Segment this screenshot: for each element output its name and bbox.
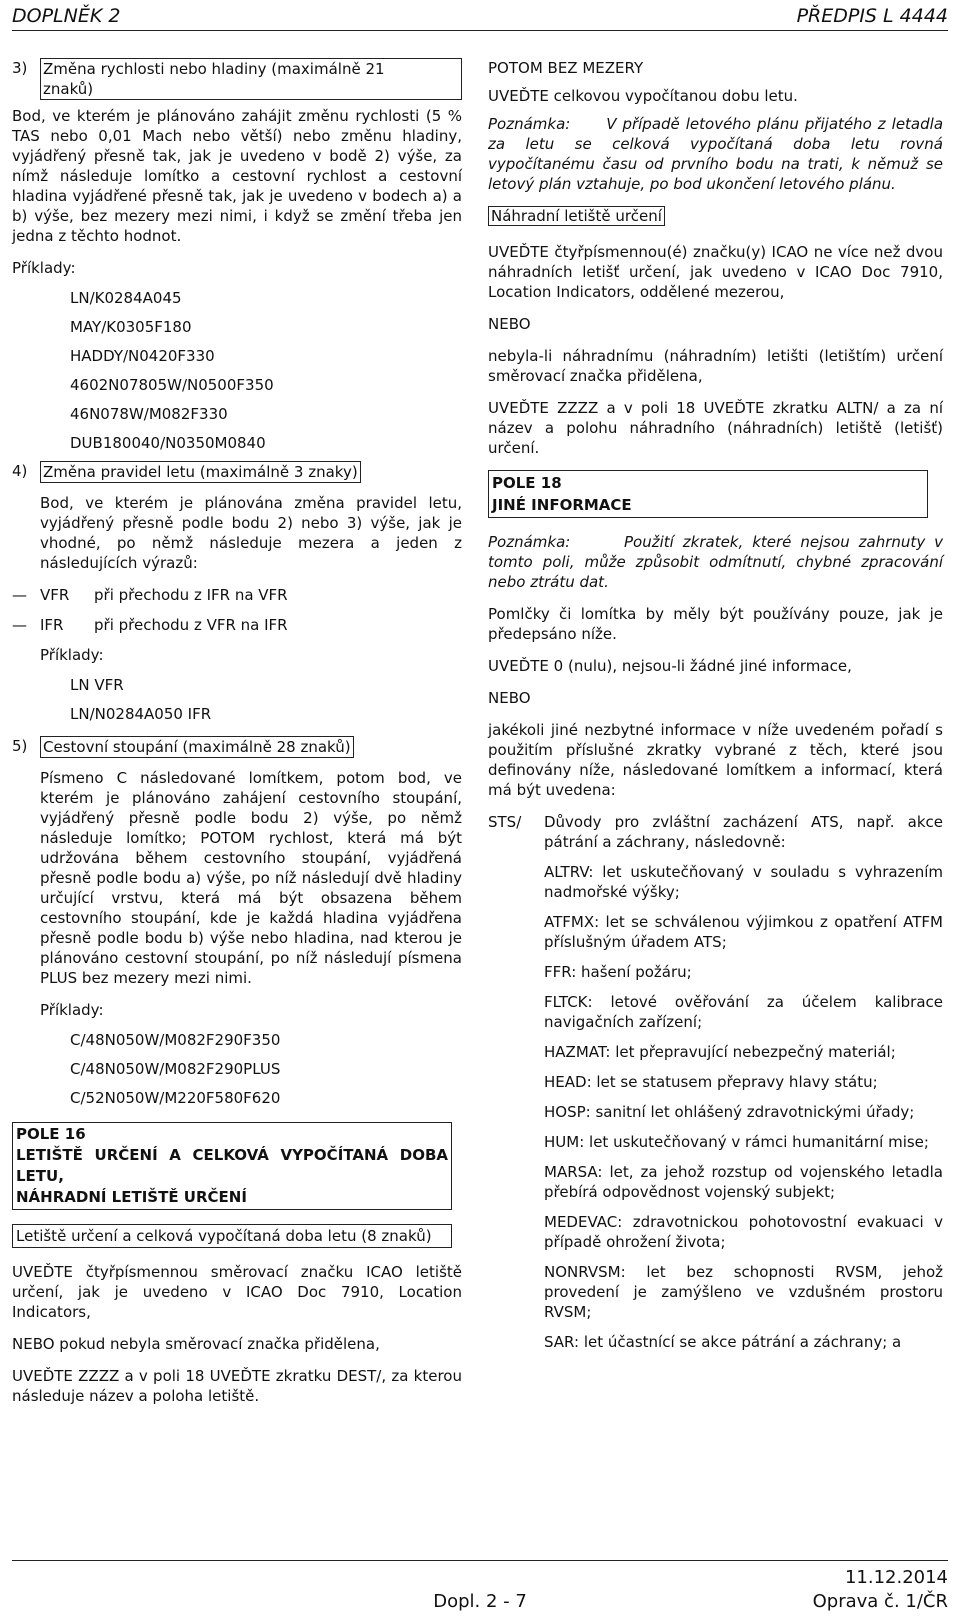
pole-18-title: POLE 18 JINÉ INFORMACE [488, 470, 928, 518]
example-code: 46N078W/M082F330 [70, 405, 228, 423]
example-code: MAY/K0305F180 [70, 318, 192, 336]
item-5 [12, 736, 462, 1108]
right-p6: UVEĎTE ZZZZ a v poli 18 UVEĎTE zkratku ALTN/ a za ní název a polohu náhradního (náhradních) letiště (letišť) určení. [488, 399, 943, 457]
page-header [0, 0, 960, 32]
sts-item: FLTCK: letové ověřování za účelem kalibrace navigačních zařízení; [544, 993, 943, 1031]
footer-correction: Oprava č. 1/ČR [812, 1591, 948, 1612]
pole-16-box: Letiště určení a celková vypočítaná doba letu (8 znaků) [12, 1224, 452, 1248]
example-code: C/48N050W/M082F290PLUS [70, 1060, 281, 1078]
example-code: C/52N050W/M220F580F620 [70, 1089, 281, 1107]
right-p10: jakékoli jiné nezbytné informace v níže uvedeném pořadí s použitím příslušné zkratky vybrané z těch, které jsou definovány níže, následované lomítkem a informací, která má být uvedena: [488, 721, 943, 799]
note-1-text: V případě letového plánu přijatého z letadla za letu se celková vypočítaná doba letu rovná vypočítanému času od prvního bodu na trati, k němuž se letový plán vztahuje, po bod ukončení letového plánu. [488, 115, 944, 193]
note-2 [488, 532, 943, 592]
header-right: PŘEDPIS L 4444 [796, 5, 948, 27]
sts-item: MARSA: let, za jehož rozstup od vojenského letadla přebírá odpovědnost vojenský subjekt; [544, 1163, 943, 1201]
sts-item: ATFMX: let se schválenou výjimkou z opatření ATFM příslušným úřadem ATS; [544, 913, 943, 951]
item-5-body: Písmeno C následované lomítkem, potom bod, ve kterém je plánováno zahájení cestovního stoupání, vyjádřený přesně podle bodu 2) výše, po němž následuje lomítko; POTOM rychlost, která má být udržována během cestovního stoupání, vyjádřená přesně podle bodu a) výše, po níž následují dvě hladiny určující vrstvu, která má být obsazena během cestovního stoupání, kde je každá hladina vyjádřena přesně podle bodu b) výše nebo hladina, nad kterou je plánováno cestovní stoupání, po níž následují písmena PLUS bez mezery mezi nimi. [40, 769, 462, 987]
example-code: C/48N050W/M082F290F350 [70, 1031, 281, 1049]
footer-date: 11.12.2014 [844, 1567, 948, 1588]
sts-item: HUM: let uskutečňovaný v rámci humanitární mise; [544, 1133, 929, 1151]
pole-16-p1: UVEĎTE čtyřpísmennou směrovací značku ICAO letiště určení, jak je uvedeno v ICAO Doc 7910, Location Indicators, [12, 1263, 462, 1321]
item-4-title: Změna pravidel letu (maximálně 3 znaky) [40, 461, 361, 483]
sts-item: HEAD: let se statusem přepravy hlavy státu; [544, 1073, 878, 1091]
page-footer [0, 1560, 960, 1620]
right-p3: UVEĎTE čtyřpísmennou(é) značku(y) ICAO ne více než dvou náhradních letišť určení, jak uvedeno v ICAO Doc 7910, Location Indicators, oddělené mezerou, [488, 243, 943, 301]
example-code: LN/K0284A045 [70, 289, 182, 307]
pole-16-p2: NEBO pokud nebyla směrovací značka přidělena, [12, 1335, 380, 1353]
item-3 [12, 58, 462, 453]
header-left: DOPLNĚK 2 [12, 5, 121, 27]
left-column [12, 58, 462, 1418]
item-4-body: Bod, ve kterém je plánována změna pravidel letu, vyjádřený přesně podle bodu 2) nebo 3) výše, jak je vhodné, po němž následuje mezera a jeden z následujících výrazů: [40, 494, 462, 572]
item-5-examples-label: Příklady: [40, 1001, 104, 1019]
right-column [488, 58, 943, 1362]
rule-row: — VFR při přechodu z IFR na VFR [12, 586, 288, 604]
sts-item: HOSP: sanitní let ohlášený zdravotnickými úřady; [544, 1103, 915, 1121]
note-2-text: Použití zkratek, které nejsou zahrnuty v tomto poli, může způsobit odmítnutí, chybné zpracování nebo ztrátu dat. [488, 533, 944, 591]
sts-item: ALTRV: let uskutečňovaný v souladu s vyhrazením nadmořské výšky; [544, 863, 943, 901]
item-3-body: Bod, ve kterém je plánováno zahájit změnu rychlosti (5 % TAS nebo 0,01 Mach nebo větší) nebo změnu hladiny, vyjádřený přesně tak, jak je uvedeno v bodě 2) výše, za nímž následuje lomítko a cestovní rychlost a cestovní hladina vyjádřené přesně tak, jak je uvedeno v bodech a) a b) výše, bez mezery mezi nimi, i když se změní třeba jen jedna z těchto hodnot. [12, 107, 462, 245]
example-code: DUB180040/N0350M0840 [70, 434, 266, 452]
item-3-title: Změna rychlosti nebo hladiny (maximálně 21 znaků) [40, 58, 462, 100]
example-code: HADDY/N0420F330 [70, 347, 215, 365]
item-5-title: Cestovní stoupání (maximálně 28 znaků) [40, 736, 354, 758]
item-4-number: 4) [12, 462, 28, 480]
right-p4: NEBO [488, 315, 531, 333]
sts-item: MEDEVAC: zdravotnickou pohotovostní evakuaci v případě ohrožení života; [544, 1213, 943, 1251]
right-p7: Pomlčky či lomítka by měly být používány pouze, jak je předepsáno níže. [488, 605, 943, 643]
note-2-label: Poznámka: [488, 533, 571, 551]
item-5-number: 5) [12, 737, 28, 755]
pole-16 [12, 1122, 462, 1406]
pole-16-p3: UVEĎTE ZZZZ a v poli 18 UVEĎTE zkratku DEST/, za kterou následuje název a poloha letiště. [12, 1367, 462, 1405]
sts-section [488, 812, 943, 1362]
footer-rule [12, 1560, 948, 1561]
sts-item: SAR: let účastnící se akce pátrání a záchrany; a [544, 1333, 902, 1351]
pole-16-title: POLE 16 LETIŠTĚ URČENÍ A CELKOVÁ VYPOČÍTANÁ DOBA LETU, NÁHRADNÍ LETIŠTĚ URČENÍ [12, 1122, 452, 1210]
right-p2: UVEĎTE celkovou vypočítanou dobu letu. [488, 87, 798, 105]
example-code: 4602N07805W/N0500F350 [70, 376, 274, 394]
page-number: Dopl. 2 - 7 [433, 1591, 527, 1612]
item-3-examples [12, 288, 462, 453]
header-rule [12, 30, 948, 31]
alt-aerodrome-box: Náhradní letiště určení [488, 206, 665, 226]
right-p5: nebyla-li náhradnímu (náhradním) letišti (letištím) určení směrovací značka přidělena, [488, 347, 943, 385]
right-p8: UVEĎTE 0 (nulu), nejsou-li žádné jiné informace, [488, 657, 852, 675]
item-3-examples-label: Příklady: [12, 259, 76, 277]
note-1-label: Poznámka: [488, 115, 571, 133]
note-1 [488, 114, 943, 194]
sts-item: HAZMAT: let přepravující nebezpečný materiál; [544, 1043, 896, 1061]
example-code: LN/N0284A050 IFR [70, 705, 212, 723]
sts-item: FFR: hašení požáru; [544, 963, 692, 981]
sts-intro: Důvody pro zvláštní zacházení ATS, např. akce pátrání a záchrany, následovně: [544, 813, 943, 851]
rule-row: — IFR při přechodu z VFR na IFR [12, 616, 288, 634]
sts-item: NONRVSM: let bez schopnosti RVSM, jehož provedení je zamýšleno ve vzdušném prostoru RVSM; [544, 1263, 943, 1321]
sts-tag: STS/ [488, 813, 522, 831]
item-4 [12, 461, 462, 724]
right-p9: NEBO [488, 689, 531, 707]
right-p1: POTOM BEZ MEZERY [488, 59, 644, 77]
item-3-number: 3) [12, 59, 28, 77]
item-4-examples-label: Příklady: [40, 646, 104, 664]
example-code: LN VFR [70, 676, 124, 694]
